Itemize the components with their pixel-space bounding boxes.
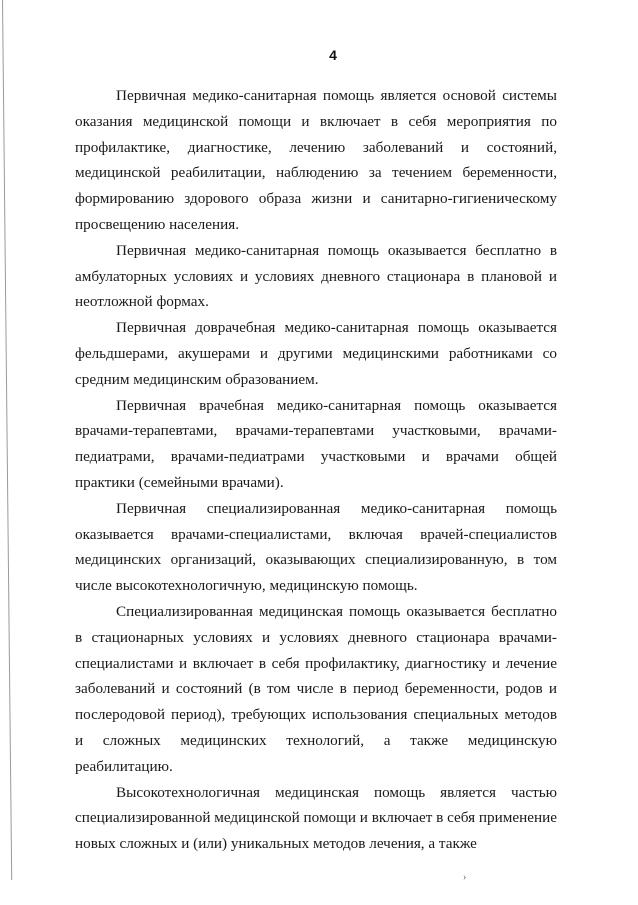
paragraph-high-tech-care: Высокотехнологичная медицинская помощь является частью специализированной медицинской помощи и включает в себя применение новых сложных и (или) уникальных методов лечения, а также (75, 783, 557, 853)
document-body (75, 83, 557, 857)
page-number: 4 (329, 47, 337, 63)
paragraph-primary-care-free: Первичная медико-санитарная помощь оказывается бесплатно в амбулаторных условиях и условиях дневного стационара в плановой и неотложной формах. (75, 241, 557, 311)
paragraph-specialized-care: Специализированная медицинская помощь оказывается бесплатно в стационарных условиях и условиях дневного стационара врачами-специалистами и включает в себя профилактику, диагностику и лечение заболеваний и состояний (в том числе в период беременности, родов и послеродовой период), требующих использования специальных методов и сложных медицинских технологий, а также медицинскую реабилитацию. (75, 602, 557, 775)
scan-artifact: › (463, 872, 467, 883)
paragraph-pre-doctor-care: Первичная доврачебная медико-санитарная помощь оказывается фельдшерами, акушерами и другими медицинскими работниками со средним медицинским образованием. (75, 319, 557, 388)
scan-edge-line (2, 0, 12, 880)
paragraph-specialized-primary-care: Первичная специализированная медико-санитарная помощь оказывается врачами-специалистами, включая врачей-специалистов медицинских организаций, оказывающих специализированную, в том числе высокотехнологичную, медицинскую помощь. (75, 499, 557, 595)
paragraph-doctor-care: Первичная врачебная медико-санитарная помощь оказывается врачами-терапевтами, врачами-терапевтами участковыми, врачами-педиатрами, врачами-педиатрами участковыми и врачами общей практики (семейными врачами). (75, 396, 557, 491)
paragraph-primary-care-definition: Первичная медико-санитарная помощь является основой системы оказания медицинской помощи и включает в себя мероприятия по профилактике, диагностике, лечению заболеваний и состояний, медицинской реабилитации, наблюдению за течением беременности, формированию здорового образа жизни и санитарно-гигиеническому просвещению населения. (75, 87, 557, 233)
